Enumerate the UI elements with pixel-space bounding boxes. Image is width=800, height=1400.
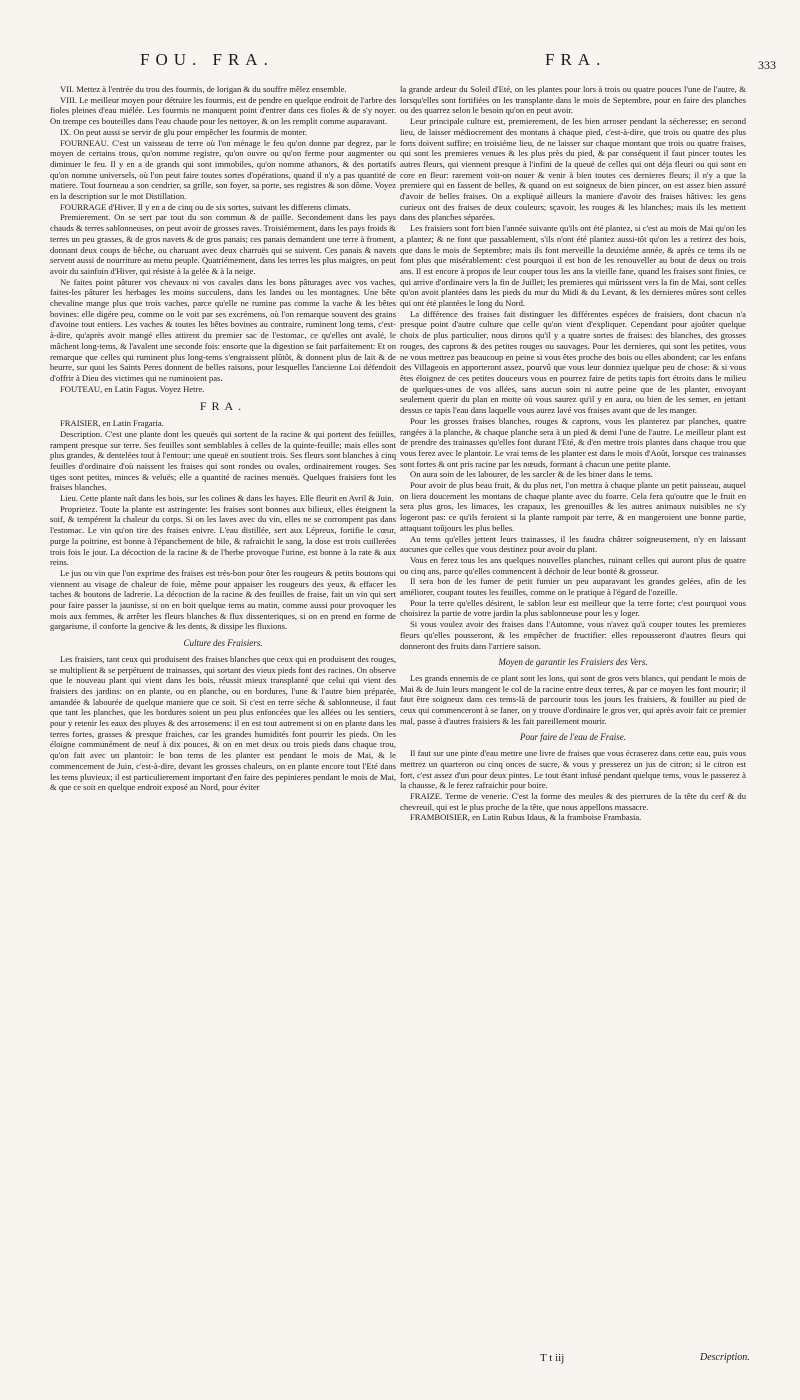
entry-fourrage: FOURRAGE d'Hiver. Il y en a de cinq ou de six sortes, suivant les differens climats. bbox=[60, 201, 351, 212]
paragraph: La différence des fraises fait distinguer les différentes espéces de fraisiers, dont chacun n'a presque point d'autre culture que celle qu'on vient d'expliquer. Cependant pour ajoûter quelque choix de plus particulier, nous dirons qu'il y a quatre sortes de fraises: des blanches, des grosses rouges, des caprons & des petites rouges ou sauvages. Pour les dernieres, qui sont les petites, vous ne vous mettrez pas beaucoup en peine si vous êtes proche des bois ou elles abondent; car les enfans des Villageois en apporteront assez, pourvû que vous leur donniez quelque peu de chose: & si vous êtes éloignez de ces petites douceurs vous en pourrez faire de petits tapis fort étroits dans le milieu de quelques-unes de vos allées, sans aucun soin ni autre peine que de les planter, envoyant seulement querir du plan en motte où vous saurez qu'il y en aura, ou bien de les semer, en jettant dessus ce tapis l'eau dans laquelle vous aurez lavé vos fraises avant que de les manger. bbox=[400, 308, 746, 416]
entry-fraisier: FRAISIER, en Latin Fragaria. bbox=[60, 418, 164, 429]
paragraph: Leur principale culture est, premierement, de les bien arroser pendant la sécheresse; en second lieu, de laisser médiocrement des montans à chaque pied, c'est-à-dire, que trois ou quatre des plus forts doivent suffire; en troisiéme lieu, de ne laisser sur chaque montant que trois ou quatre fraises, qui sont les premieres venues & les plus près du pied, & par conséquent il faut pincer toutes les autres fleurs, qui viennent presque à l'infini de la queuë de celles qui ont déja fleuri ou qui sont en core en fleur: rarement voit-on nouer & venir à bien toutes ces dernieres fleurs; il n'y a que la premiere qui en fassent de belles, & quand on est soigneux de bien pincer, on est assez bien assuré d'avoir de belles fraises. On a expliqué ailleurs la maniere d'avoir des fraises hâtives: les gens curieux ont des fraises de deux couleurs; sçavoir, les rouges & les blanches; mais ils les mettent dans des planches séparées. bbox=[400, 116, 746, 223]
entry-fourneau: FOURNEAU. C'est un vaisseau de terre où l'on ménage le feu qu'on donne par degrez, par le moyen de certains trous, qu'on nomme registre, qu'on ouvre ou qu'on ferme pour augmenter ou diminuer le feu. Il y en a de grands qui sont immobiles, qu'on nomme athanors, & des portatifs qu'on nomme universels, où l'on peut faire toutes sortes d'opérations, quand il n'y a pas quantité de matiere. Tout fourneau a son cendrier, sa grille, son foyer, sa porte, ses registres & son dôme. Voyez en la description sur le mot Distillation. bbox=[50, 137, 396, 202]
paragraph: Les fraisiers sont fort bien l'année suivante qu'ils ont été plantez, si c'est au mois de Mai qu'on les a plantez; & ne font que passablement, s'ils n'ont été plantez aussi-tôt qu'on les a retirez des bois, que dans le mois de Septembre; mais ils font merveille la deuxiéme année, & après ce tems ils ne font plus que misérablement: c'est pourquoi il est bon de les renouveller au bout de deux ou trois ans. Il est encore à propos de leur couper tous les ans la vieille fane, quand les fraises sont finies, ce qui arrive d'ordinaire vers la fin de Juillet; les premieres qui mûrissent vers la fin de Mai, sont celles qu'on avoit plantées dans les pieds du mur du Midi & du Levant, & les dernieres mûres sont celles qui ont été plantées le long du Nord. bbox=[400, 223, 746, 309]
paragraph: Il sera bon de les fumer de petit fumier un peu auparavant les grandes gelées, afin de les améliorer, coupant toutes les feuilles, comme on le pratique à l'égard de l'ozeille. bbox=[400, 576, 746, 598]
catchword: Description. bbox=[700, 1352, 750, 1363]
paragraph: VIII. Le meilleur moyen pour détruire les fourmis, est de pendre en quelque endroit de l'arbre des fioles pleines d'eau miélée. Les fourmis ne manquent point d'entrer dans ces fioles & de s'y noyer. On trempe ces bouteilles dans l'eau chaude pour les nettoyer, & on les remplit comme auparavant. bbox=[50, 94, 396, 127]
entry-fouteau: FOUTEAU, en Latin Fagus. Voyez Hetre. bbox=[60, 383, 205, 394]
paragraph: Pour avoir de plus beau fruit, & du plus net, l'on mettra à chaque plante un petit paisseau, auquel on liera doucement les montans de chaque plante avec du foarre. Cela fera qu'outre que le fruit en sera plus gros, les limaces, les crapaux, les grenouilles & les autres animaux nuisibles ne s'y logeront pas: ce qu'ils feroient si la plante rampoit par terre, & en mangeroient une bonne partie, attaquant toûjours les plus belles. bbox=[400, 480, 746, 533]
paragraph: On aura soin de les labourer, de les sarcler & de les biner dans le tems. bbox=[410, 469, 653, 480]
paragraph: Description. C'est une plante dont les queuës qui sortent de la racine & qui portent des feüilles, rampent presque sur terre. Ses feuilles sont semblables à celles de la quinte-feuille; mais elles sont plus grandes, & dentelées tout à l'entour: une queuë en soutient trois. Ses fleurs sont blanches à cinq feuilles d'ordinaire d'où naissent les fraises qui sont rondes ou ovales, ordinairement rouges. Ses tiges sont petites, minces & veluës; elle a quantité de racines menuës. Quelques fraisiers font les fraises blanches. bbox=[50, 428, 396, 493]
paragraph: Premierement. On se sert par tout du son commun & de paille. Secondement dans les pays chauds & terres sablonneuses, on peut avoir de grosses raves. Troisiémement, dans les pays froids & terres un peu grasses, & de gros navets & de gros panais; ces panais demandent une terre à froment, donnant deux coups de bêche, ou charuant avec deux charruës qui se suivent. Ces panais & navets servent aussi de nourriture au menu peuple. Quatriémement, dans les terres les plus maigres, on peut avoir du sainfoin d'Hiver, qui résiste à la gelée & à la neige. bbox=[50, 212, 396, 276]
paragraph: Les fraisiers, tant ceux qui produisent des fraises blanches que ceux qui en produisent des rouges, se multiplient & se perpétuent de trainasses, qui sortant des vieux pieds font des racines. On observe que le nouveau plant qui vient dans les bois, réussit mieux transplanté que celui qui vient des fraisiers des jardins: on en plante, ou en planche, ou en bordures, l'une & l'autre bien préparée, amandée & labourée de quelque maniere que ce soit. Si c'est en terre séche & sablonneuse, il faut que tant les planches, que les bordures soient un peu plus enfoncées que les allées ou les sentiers, pour y retenir les eaux des pluyes & des arrosemens: il en est tout autrement si on en plante dans les terres fortes, grasses & presque fraiches, car les grandes humidités font pourrir les pieds. On les éloigne communément de neuf à dix pouces, & on en met deux ou trois pieds dans chaque trou, qu'on fait avec un plantoir: le bon tems de les planter est pendant le mois de Mai, & le commencement de Juin, c'est-à-dire, devant les grosses chaleurs, on en plante encore tout l'Eté dans les tems pluvieux; il est particulierement important d'en faire des pepinieres pendant le mois de Mai, & que ce soit en quelque endroit exposé au Nord, pour éviter bbox=[50, 653, 396, 793]
paragraph: Vous en ferez tous les ans quelques nouvelles planches, ruinant celles qui auront plus de quatre ou cinq ans, parce qu'elles commencent à déchoir de leur bonté & grosseur. bbox=[400, 554, 746, 576]
section-heading: FRA. bbox=[199, 399, 247, 414]
subheading: Moyen de garantir les Fraisiers des Vers. bbox=[498, 657, 648, 668]
right-column bbox=[400, 84, 746, 1346]
entry-framboisier: FRAMBOISIER, en Latin Rubus Idaus, & la framboise Frambasia. bbox=[410, 812, 642, 823]
paragraph: Il faut sur une pinte d'eau mettre une livre de fraises que vous écraserez dans cette eau, puis vous mettrez un quarteron ou cinq onces de sucre, & vous y presserez un jus de citron; si le citron est fort, c'est assez d'un pour deux pintes. Le tout étant infusé pendant quelque tems, vous le passerez à la chausse, & le ferez rafraichir pour boire. bbox=[400, 748, 746, 791]
running-header-right: FRA. bbox=[545, 50, 607, 69]
signature-mark: T t iij bbox=[540, 1352, 565, 1364]
left-column bbox=[50, 84, 396, 1346]
paragraph: Lieu. Cette plante naît dans les bois, sur les colines & dans les hayes. Elle fleurit en Avril & Juin. bbox=[60, 493, 394, 504]
paragraph: Si vous voulez avoir des fraises dans l'Automne, vous n'avez qu'à couper toutes les premieres fleurs qu'elles pousseront, & les empêcher de fructifier: elles repousseront d'autres fleurs qui donneront des fruits dans l'arriere saison. bbox=[400, 619, 746, 651]
paragraph: Proprietez. Toute la plante est astringente: les fraises sont bonnes aux bilieux, elles éteignent la soif, & tempérent la chaleur du corps. Si on les laves avec du vin, elles ne se corrompent pas dans l'estomac. Le vin qu'on tire des fraises enivre. L'eau distillée, sert aux Lépreux, fortifie le cœur, purge la poitrine, est bonne à l'épanchement de bile, & rafraichit le sang, la dose est trois cuillerées trois fois le jour. La décoction de la racine & de l'herbe provoque l'urine, est bonne à la rate & aux reins. bbox=[50, 503, 396, 568]
running-header-left: FOU. FRA. bbox=[140, 50, 274, 69]
paragraph: Pour les grosses fraises blanches, rouges & caprons, vous les planterez par planches, quatre rangées à la planche, & chaque planche sera à un pied & demi l'une de l'autre. Le meilleur plant est de prendre des trainasses qu'elles font durant l'Eté, & d'en mettre trois plantes dans chaque trou que vous ferez avec le plantoir. Le vrai tems de les planter est dans le mois d'Août, lorsque ces trainasses sont fortes & ont pris racine par les nœuds, formant à chacun une petite plante. bbox=[400, 415, 746, 469]
paragraph: IX. On peut aussi se servir de glu pour empêcher les fourmis de monter. bbox=[60, 126, 308, 137]
paragraph: VII. Mettez à l'entrée du trou des fourmis, de lorigan & du souffre mêlez ensemble. bbox=[60, 84, 347, 94]
paragraph: Au tems qu'elles jettent leurs trainasses, il les faudra châtrer soigneusement, n'y en laissant aucunes que celles que vous destinez pour avoir du plant. bbox=[400, 533, 746, 555]
subheading: Culture des Fraisiers. bbox=[183, 638, 263, 649]
subheading: Pour faire de l'eau de Fraise. bbox=[519, 732, 627, 743]
page-number: 333 bbox=[758, 58, 776, 72]
paragraph: Pour la terre qu'elles désirent, le sablon leur est meilleur que la terre forte; c'est pourquoi vous choisirez la partie de votre jardin la plus sablonneuse pour les y loger. bbox=[400, 597, 746, 619]
entry-fraize: FRAIZE. Terme de venerie. C'est la forme des meules & des pierrures de la tête du cerf & du chevreuil, qui est le plus proche de la tête, que nous appellons massacre. bbox=[400, 791, 746, 812]
paragraph: Le jus ou vin que l'on exprime des fraises est très-bon pour ôter les rougeurs & petits boutons qui viennent au visage de chaleur de foie, même pour appaiser les rougeurs des yeux, & effacer les taches & boutons de ladrerie. La décoction de la racine & des feuilles de fraise, fait un vin qui sert pour faire passer la jaunisse, si on en boit quelque tems au matin, comme aussi pour provoquer les mois aux femmes, & arrêter les fleurs blanches & flux dissenteriques, si on en prend en forme de gargarisme, il conforte la gencive & les dents, & dissipe les fluxions. bbox=[50, 567, 396, 632]
paragraph: la grande ardeur du Soleil d'Eté, on les plantes pour lors à trois ou quatre pouces l'une de l'autre, & lorsqu'elles sont fortifiées on les transplante dans le mois de Septembre, pour en faire des planches ou des quarrez selon le besoin qu'on en peut avoir. bbox=[400, 84, 746, 116]
paragraph: Les grands ennemis de ce plant sont les lons, qui sont de gros vers blancs, qui pendant le mois de Mai & de Juin leurs mangent le col de la racine entre deux terres, & par ce moyen les font mourir; il faut être soigneux dans ces tems-là de parcourir tous les jours les fraisiers, & fouiller au pied de ceux qui commenceront à se faner, on y trouve d'ordinaire le gros ver, qui après avoir fait ce premier mal, passe à d'autres fraisiers & les fait pareillement mourir. bbox=[400, 672, 746, 726]
paragraph: Ne faites point pâturer vos chevaux ni vos cavales dans les bons pâturages avec vos vaches, faites-les pâturer les herbages les moins succulens, dans les landes ou les montagnes. Une bête chevaline mange plus que trois vaches, parce qu'elle ne rumine pas comme la vache & les bêtes bovines: elle digére peu, comme on le voit par ses excrémens, où l'on remarque souvent des grains d'avoine tout entiers. Les vaches & toutes les bêtes bovines au contraire, ruminent long tems, c'est-à-dire, qu'après avoir mangé elles attirent du premier sac de l'estomac, ce qu'elles ont avalé, le mâchent long-tems, & l'avalent une seconde fois: ensorte que la digestion se fait parfaitement: Et on remarque que celles qui ruminent plus long-tems s'engraissent plûtôt, & donnent plus de lait & de beurre, sur quoi les Saints Peres donnent de belles raisons, pour lesquelles l'ancienne Loi défendoit d'offrir à Dieu des victimes qui ne ruminoient pas. bbox=[50, 276, 396, 383]
